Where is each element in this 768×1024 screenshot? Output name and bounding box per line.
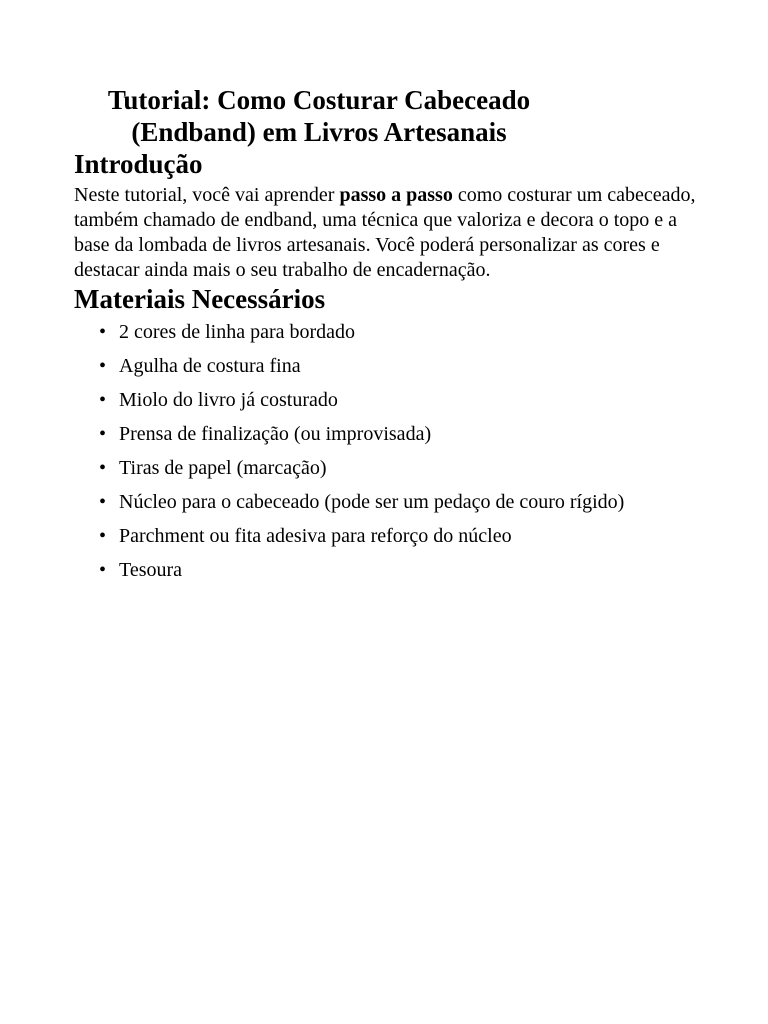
- materials-list: [74, 320, 704, 583]
- list-item-text: Núcleo para o cabeceado (pode ser um pedaço de couro rígido): [119, 491, 625, 513]
- list-item: [74, 354, 649, 379]
- list-item-text: Miolo do livro já costurado: [119, 389, 338, 411]
- list-item: [74, 320, 649, 345]
- bullet-icon: •: [99, 423, 107, 445]
- document-page: [74, 84, 704, 592]
- list-item-text: Tiras de papel (marcação): [119, 457, 327, 479]
- list-item-text: Prensa de finalização (ou improvisada): [119, 423, 432, 445]
- list-item: [74, 388, 649, 413]
- intro-heading: Introdução: [74, 149, 203, 179]
- bullet-icon: •: [99, 321, 107, 343]
- bullet-icon: •: [99, 389, 107, 411]
- list-item: [74, 524, 649, 549]
- list-item: [74, 490, 649, 515]
- intro-text-start: Neste tutorial, você vai aprender: [74, 184, 340, 206]
- document-title: Tutorial: Como Costurar Cabeceado (Endband) em Livros Artesanais: [107, 85, 531, 147]
- materials-heading: Materiais Necessários: [74, 284, 326, 314]
- bullet-icon: •: [99, 491, 107, 513]
- list-item: [74, 558, 649, 583]
- intro-text-end: como costurar um cabeceado, também chamado de endband, uma técnica que valoriza e decora o topo e a base da lombada de livros artesanais. Você poderá personalizar as cores e destacar ainda mais o seu trabalho de encadernação.: [74, 184, 696, 281]
- bullet-icon: •: [99, 559, 107, 581]
- list-item-text: Agulha de costura fina: [119, 355, 301, 377]
- intro-text-bold: passo a passo: [339, 184, 453, 206]
- bullet-icon: •: [99, 525, 107, 547]
- bullet-icon: •: [99, 457, 107, 479]
- list-item-text: Tesoura: [119, 559, 183, 581]
- list-item-text: 2 cores de linha para bordado: [119, 321, 356, 343]
- list-item-text: Parchment ou fita adesiva para reforço do núcleo: [119, 525, 512, 547]
- list-item: [74, 456, 649, 481]
- list-item: [74, 422, 649, 447]
- intro-paragraph: [74, 183, 704, 283]
- bullet-icon: •: [99, 355, 107, 377]
